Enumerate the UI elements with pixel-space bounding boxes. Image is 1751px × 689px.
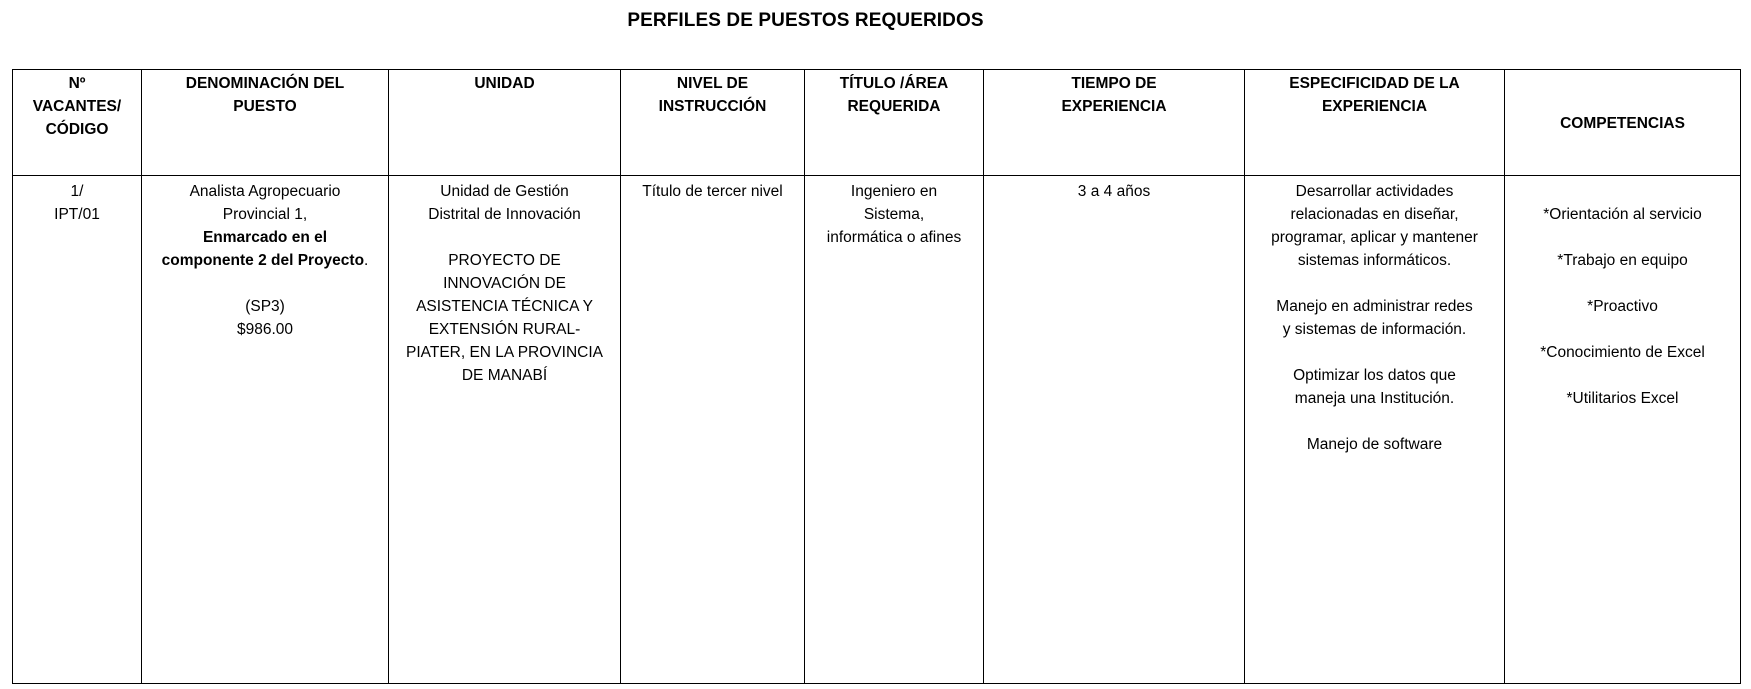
competencia-item: *Orientación al servicio xyxy=(1543,206,1702,223)
competencia-item: *Conocimiento de Excel xyxy=(1540,344,1705,361)
cell-nivel: Título de tercer nivel xyxy=(621,176,805,684)
header-denominacion: DENOMINACIÓN DEL PUESTO xyxy=(142,70,389,176)
salary: $986.00 xyxy=(236,321,294,338)
competencia-item: *Proactivo xyxy=(1587,298,1658,315)
cell-titulo: Ingeniero en Sistema, informática o afines xyxy=(805,176,984,684)
header-unidad: UNIDAD xyxy=(389,70,621,176)
competencia-item: *Utilitarios Excel xyxy=(1566,390,1679,407)
puesto-name: Analista Agropecuario xyxy=(189,183,341,200)
header-especificidad: ESPECIFICIDAD DE LA EXPERIENCIA xyxy=(1245,70,1505,176)
header-competencias: COMPETENCIAS xyxy=(1505,70,1741,176)
cell-vacantes: 1/ IPT/01 xyxy=(13,176,142,684)
table-row xyxy=(13,176,1741,684)
grupo-ocupacional: (SP3) xyxy=(245,298,285,315)
profiles-table xyxy=(12,69,1741,684)
cell-especificidad: Desarrollar actividades relacionadas en diseñar, programar, aplicar y mantener sistemas informáticos. Manejo en administrar redes y sistemas de información. Optimizar los datos que maneja una Institución. Manejo de software xyxy=(1245,176,1505,684)
competencia-item: *Trabajo en equipo xyxy=(1557,252,1688,269)
header-row xyxy=(13,70,1741,176)
header-tiempo: TIEMPO DE EXPERIENCIA xyxy=(984,70,1245,176)
cell-tiempo: 3 a 4 años xyxy=(984,176,1245,684)
cell-unidad: Unidad de Gestión Distrital de Innovación PROYECTO DE INNOVACIÓN DE ASISTENCIA TÉCNICA Y EXTENSIÓN RURAL- PIATER, EN LA PROVINCIA DE MANABÍ xyxy=(389,176,621,684)
cell-competencias xyxy=(1505,176,1741,684)
header-vacantes: Nº VACANTES/ CÓDIGO xyxy=(13,70,142,176)
header-titulo: TÍTULO /ÁREA REQUERIDA xyxy=(805,70,984,176)
cell-denominacion: Analista Agropecuario Provincial 1, Enmarcado en el componente 2 del Proyecto. (SP3) $986.00 xyxy=(142,176,389,684)
header-nivel: NIVEL DE INSTRUCCIÓN xyxy=(621,70,805,176)
page-title: PERFILES DE PUESTOS REQUERIDOS xyxy=(627,10,984,31)
